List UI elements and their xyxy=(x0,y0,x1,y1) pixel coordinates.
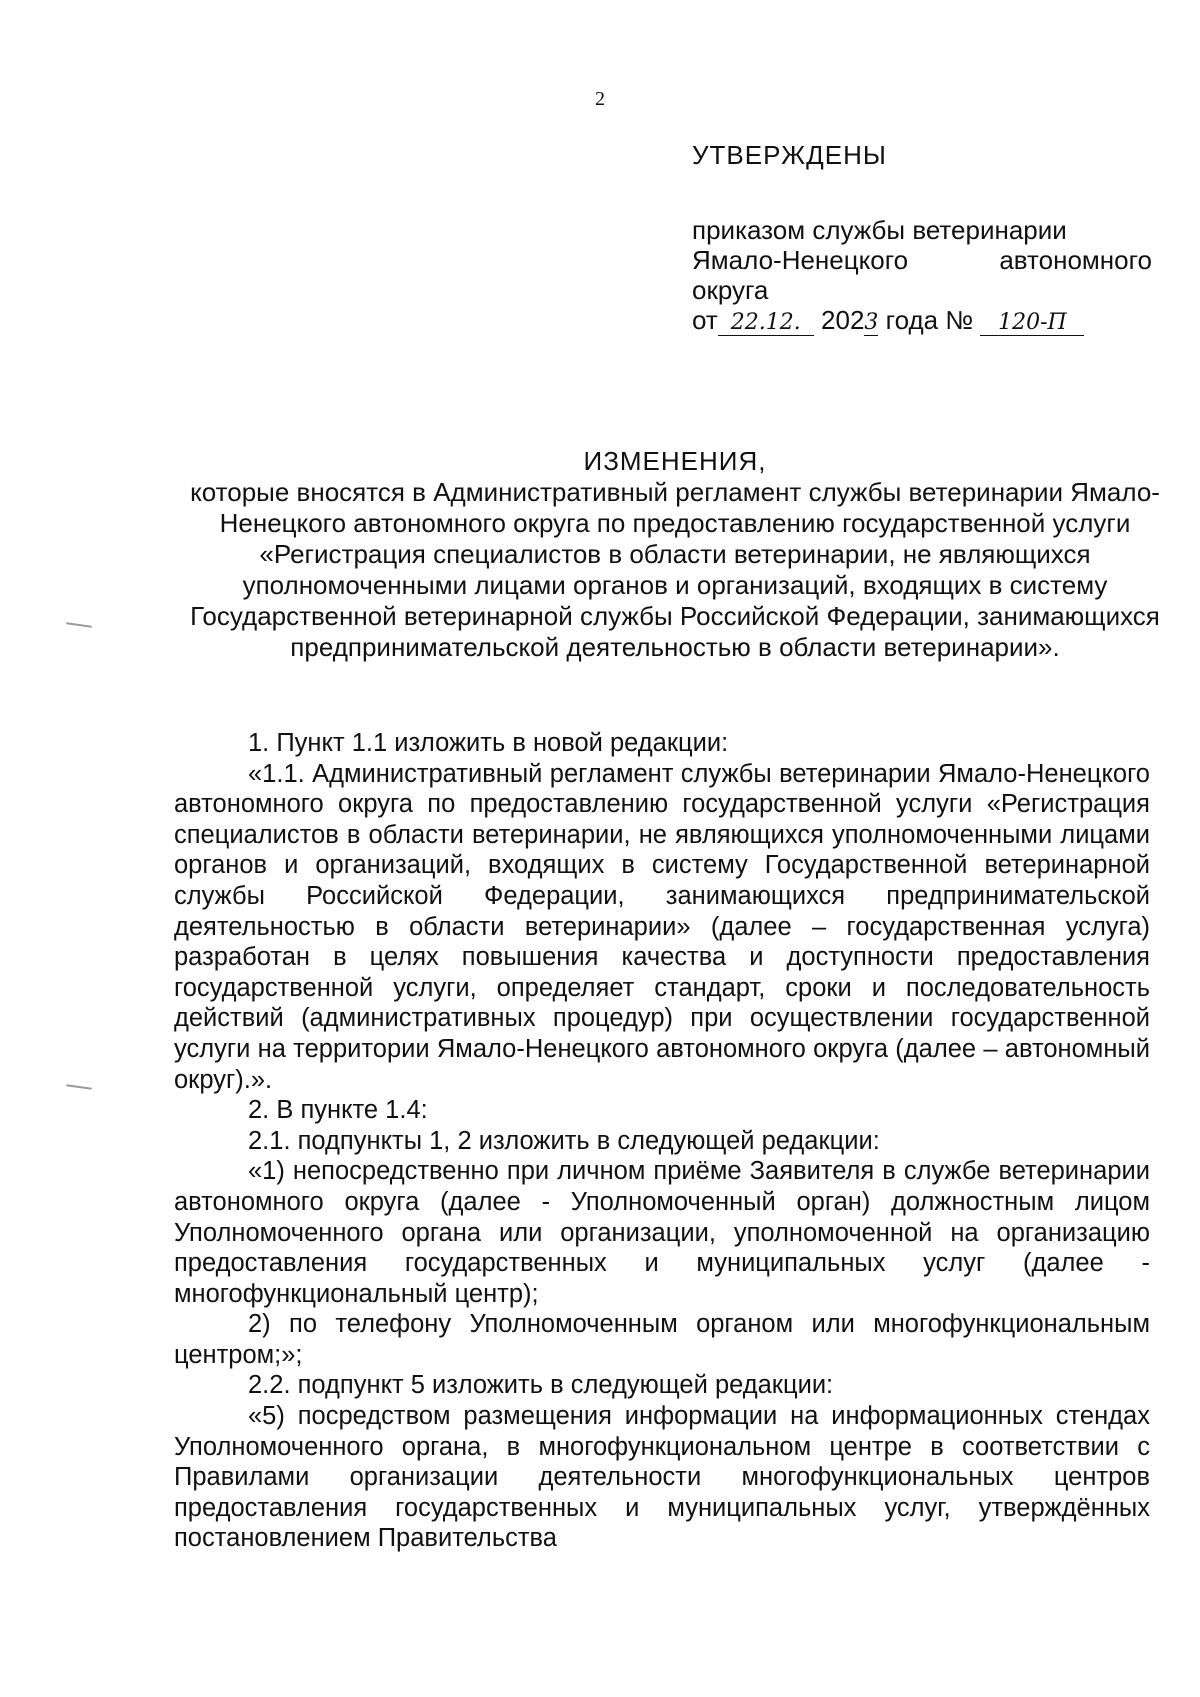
approval-line-1: приказом службы ветеринарии xyxy=(692,215,1067,245)
approval-heading: УТВЕРЖДЕНЫ xyxy=(692,140,887,170)
paragraph-5: «1) непосредственно при личном приёме Заявителя в службе ветеринарии автономного округа (далее - Уполномоченный орган) должностным лицом Уполномоченного органа или организации, уполномоченной на организацию предоставления государственных и муниципальных услуг (далее - многофункциональный центр); xyxy=(174,1157,1150,1308)
paragraph-7: 2.2. подпункт 5 изложить в следующей редакции: xyxy=(248,1371,834,1400)
paragraph-3: 2. В пункте 1.4: xyxy=(248,1096,428,1125)
approval-line-3: округа xyxy=(692,275,769,305)
handwritten-date: 22.12. xyxy=(718,311,814,336)
date-prefix: от xyxy=(692,305,718,335)
handwritten-year: 3 xyxy=(864,310,879,335)
scan-mark-bottom xyxy=(66,1084,92,1090)
paragraph-1: 1. Пункт 1.1 изложить в новой редакции: xyxy=(248,729,729,757)
document-body xyxy=(174,728,1150,1554)
year-prefix: 202 xyxy=(821,305,865,335)
approval-line-2: Ямало-Ненецкого автономного xyxy=(692,245,1152,275)
paragraph-8: «5) посредством размещения информации на информационных стендах Уполномоченного органа, в многофункциональном центре в соответствии с Правилами организации деятельности многофункциональных центров предоставления государственных и муниципальных услуг, утверждённых постановлением Правительства xyxy=(174,1402,1150,1553)
paragraph-2: «1.1. Административный регламент службы ветеринарии Ямало-Ненецкого автономного округа по предоставлению государственной услуги «Регистрация специалистов в области ветеринарии, не являющихся уполномоченными лицами органов и организаций, входящих в систему Государственной ветеринарной службы Российской Федерации, занимающихся предпринимательской деятельностью в области ветеринарии» (далее – государственная услуга) разработан в целях повышения качества и доступности предоставления государственной услуги, определяет стандарт, сроки и последовательность действий (административных процедур) при осуществлении государственной услуги на территории Ямало-Ненецкого автономного округа (далее – автономный округ).». xyxy=(174,759,1150,1094)
handwritten-number: 120-П xyxy=(980,311,1084,336)
page-number: 2 xyxy=(595,88,605,110)
title-subtitle: которые вносятся в Административный регламент службы ветеринарии Ямало-Ненецкого автономного округа по предоставлению государственной услуги «Регистрация специалистов в области ветеринарии, не являющихся уполномоченными лицами органов и организаций, входящих в систему Государственной ветеринарной службы Российской Федерации, занимающихся предпринимательской деятельностью в области ветеринарии». xyxy=(190,477,1160,662)
paragraph-4: 2.1. подпункты 1, 2 изложить в следующей редакции: xyxy=(248,1126,880,1155)
approval-date-line xyxy=(692,305,1152,336)
approval-block xyxy=(692,140,1152,336)
paragraph-6: 2) по телефону Уполномоченным органом или многофункциональным центром;»; xyxy=(174,1310,1150,1369)
title-main: ИЗМЕНЕНИЯ, xyxy=(583,446,767,476)
number-prefix: года № xyxy=(885,305,974,335)
scan-mark-top xyxy=(66,622,92,628)
document-title xyxy=(170,446,1180,663)
